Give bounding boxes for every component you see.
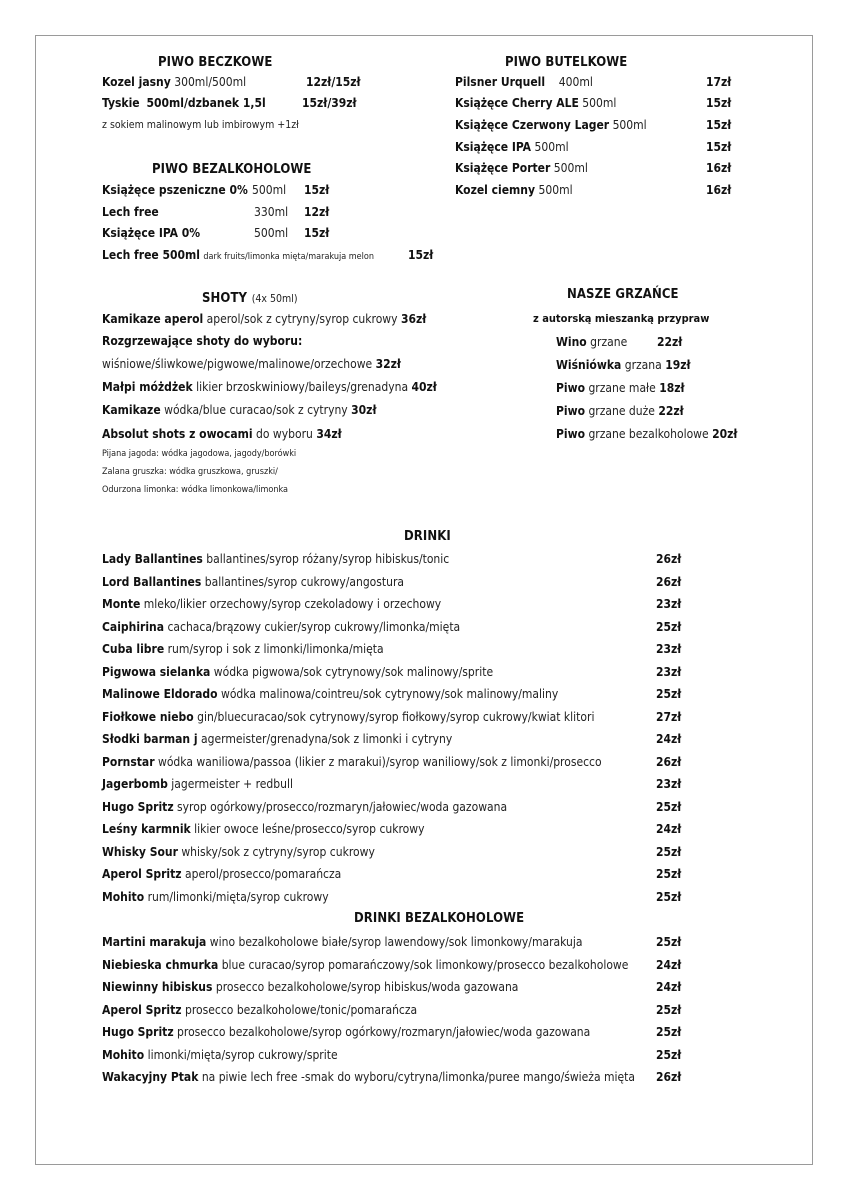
item-price: 27zł xyxy=(656,709,682,724)
item-name: Kozel ciemny xyxy=(455,183,536,197)
item-price: 23zł xyxy=(656,777,682,791)
item-price: 25zł xyxy=(656,844,682,859)
item-price: 17zł xyxy=(706,75,732,89)
item-name: Książęce Czerwony Lager xyxy=(455,118,610,132)
list-item xyxy=(455,160,588,176)
item-desc: rum/syrop i sok z limonki/limonka/mięta xyxy=(167,642,384,656)
item-name: Hugo Spritz xyxy=(102,799,174,814)
list-item xyxy=(556,426,737,442)
item-price: 15zł xyxy=(408,248,434,262)
item-name: Lord Ballantines xyxy=(102,574,202,589)
item-desc: 300ml/500ml xyxy=(174,75,247,89)
shoty-header xyxy=(202,287,298,306)
item-price: 25zł xyxy=(656,867,682,881)
piwo-beczkowe-title: PIWO BECZKOWE xyxy=(158,55,273,70)
list-item xyxy=(102,1069,635,1085)
item-desc: rum/limonki/mięta/syrop cukrowy xyxy=(147,889,329,904)
item-desc: prosecco bezalkoholowe/syrop hibiskus/woda gazowana xyxy=(215,980,519,994)
item-desc: grzane xyxy=(590,335,628,349)
item-price: 34zł xyxy=(316,427,342,441)
item-price: 26zł xyxy=(656,754,682,769)
item-desc: wódka waniliowa/passoa (likier z marakui)/syrop waniliowy/sok z limonki/prosecco xyxy=(157,754,602,769)
list-item xyxy=(102,596,441,612)
item-price: 20zł xyxy=(712,427,738,441)
item-price: 26zł xyxy=(656,574,682,589)
item-desc: grzana xyxy=(624,358,662,372)
item-name: Książęce IPA xyxy=(455,140,532,154)
list-item xyxy=(102,619,460,635)
list-item xyxy=(556,357,691,373)
item-desc: limonki/mięta/syrop cukrowy/sprite xyxy=(147,1047,338,1062)
item-price: 12zł xyxy=(304,205,330,219)
item-desc: na piwie lech free -smak do wyboru/cytryna/limonka/puree mango/świeża mięta xyxy=(201,1070,636,1084)
item-desc: aperol/prosecco/pomarańcza xyxy=(185,867,342,881)
item-desc: 500ml/dzbanek 1,5l xyxy=(146,96,266,110)
item-name: Fiołkowe niebo xyxy=(102,709,194,724)
item-price: 15zł xyxy=(706,118,732,132)
piwo-bezalkoholowe-title: PIWO BEZALKOHOLOWE xyxy=(152,162,312,177)
item-name: Rozgrzewające shoty do wyboru: xyxy=(102,334,303,348)
item-price: 16zł xyxy=(706,183,732,197)
item-price: 22zł xyxy=(657,335,683,349)
item-desc: 500ml xyxy=(553,161,588,175)
item-name: Mohito xyxy=(102,1047,145,1062)
item-desc: cachaca/brązowy cukier/syrop cukrowy/limonka/mięta xyxy=(167,619,461,634)
list-item xyxy=(102,204,159,220)
item-name: Mohito xyxy=(102,889,145,904)
item-name: Książęce Cherry ALE xyxy=(455,96,579,110)
item-price: 23zł xyxy=(656,642,682,656)
list-item xyxy=(102,957,628,973)
item-name: Lady Ballantines xyxy=(102,552,203,566)
item-price: 15zł xyxy=(706,140,732,154)
item-desc: 400ml xyxy=(558,75,593,89)
list-item xyxy=(102,74,246,90)
item-name: Kamikaze aperol xyxy=(102,312,204,326)
list-item xyxy=(556,334,627,350)
list-item xyxy=(102,402,376,418)
item-name: Piwo xyxy=(556,404,585,418)
item-price: 25zł xyxy=(656,935,682,949)
item-name: Niebieska chmurka xyxy=(102,957,219,972)
item-name: Cuba libre xyxy=(102,642,165,656)
list-item xyxy=(102,426,342,442)
item-desc: agermeister/grenadyna/sok z limonki i cytryny xyxy=(201,732,453,746)
item-name: Lech free 500ml xyxy=(102,248,200,262)
item-price: 25zł xyxy=(656,619,682,634)
item-name: Tyskie xyxy=(102,96,140,110)
piwo-butelkowe-title: PIWO BUTELKOWE xyxy=(505,55,628,70)
list-item xyxy=(102,574,404,590)
item-name: Książęce Porter xyxy=(455,161,551,175)
item-price: 25zł xyxy=(656,1025,682,1039)
list-item xyxy=(102,754,602,770)
list-item xyxy=(102,731,452,747)
item-price: 36zł xyxy=(400,312,427,326)
list-item xyxy=(102,934,582,950)
item-price: 19zł xyxy=(665,358,691,372)
item-name: Pilsner Urquell xyxy=(455,75,546,89)
item-name: Malinowe Eldorado xyxy=(102,687,218,701)
item-price: 24zł xyxy=(656,957,682,972)
item-price: 24zł xyxy=(656,980,682,994)
list-item xyxy=(556,380,685,396)
item-desc: jagermeister + redbull xyxy=(171,777,293,791)
list-item xyxy=(102,709,594,725)
shoty-note: Pijana jagoda: wódka jagodowa, jagody/borówki xyxy=(102,449,297,459)
item-desc: 500ml xyxy=(538,183,573,197)
item-price: 15zł/39zł xyxy=(302,96,357,110)
item-name: Leśny karmnik xyxy=(102,822,191,836)
item-desc: dark fruits/limonka mięta/marakuja melon xyxy=(203,252,374,262)
item-name: Książęce pszeniczne 0% xyxy=(102,183,248,197)
list-item xyxy=(102,247,374,263)
item-price: 25zł xyxy=(656,1002,682,1017)
list-item xyxy=(102,1002,417,1018)
shoty-title-note: (4x 50ml) xyxy=(251,293,298,305)
item-price: 26zł xyxy=(656,1070,682,1084)
item-desc: gin/bluecuracao/sok cytrynowy/syrop fiołkowy/syrop cukrowy/kwiat klitori xyxy=(197,709,595,724)
item-desc: whisky/sok z cytryny/syrop cukrowy xyxy=(181,844,375,859)
item-desc: grzane bezalkoholowe xyxy=(588,427,709,441)
item-name: Lech free xyxy=(102,205,159,219)
shoty-note: Zalana gruszka: wódka gruszkowa, gruszki/ xyxy=(102,467,278,477)
item-desc: prosecco bezalkoholowe/syrop ogórkowy/rozmaryn/jałowiec/woda gazowana xyxy=(177,1025,591,1039)
item-price: 12zł/15zł xyxy=(306,75,361,89)
list-item xyxy=(102,333,302,349)
list-item xyxy=(455,95,616,111)
item-desc: likier brzoskwiniowy/baileys/grenadyna xyxy=(196,380,409,394)
item-desc: mleko/likier orzechowy/syrop czekoladowy i orzechowy xyxy=(143,597,442,611)
item-price: 24zł xyxy=(656,822,682,836)
shoty-title: SHOTY xyxy=(202,291,248,306)
list-item xyxy=(102,1024,590,1040)
drinki-title: DRINKI xyxy=(404,529,451,544)
item-desc: 500ml xyxy=(534,140,569,154)
item-price: 26zł xyxy=(656,552,682,566)
list-item xyxy=(102,664,493,680)
item-name: Pigwowa sielanka xyxy=(102,664,211,679)
item-price: 25zł xyxy=(656,1047,682,1062)
item-name: Kozel jasny xyxy=(102,75,171,89)
list-item xyxy=(102,551,449,567)
item-price: 25zł xyxy=(656,889,682,904)
item-price: 15zł xyxy=(304,183,330,197)
list-item xyxy=(455,74,593,90)
item-name: Hugo Spritz xyxy=(102,1025,174,1039)
list-item xyxy=(102,866,341,882)
item-desc: prosecco bezalkoholowe/tonic/pomarańcza xyxy=(185,1002,418,1017)
item-desc: ballantines/syrop cukrowy/angostura xyxy=(204,574,405,589)
list-item xyxy=(102,776,293,792)
list-item xyxy=(455,182,573,198)
list-item xyxy=(102,356,401,372)
grzance-title: NASZE GRZAŃCE xyxy=(567,287,679,302)
list-item xyxy=(102,225,200,241)
item-price: 15zł xyxy=(706,96,732,110)
item-desc: wódka/blue curacao/sok z cytryny xyxy=(164,403,348,417)
item-name: Wino xyxy=(556,335,587,349)
item-name: Książęce IPA 0% xyxy=(102,226,201,240)
list-item xyxy=(455,139,569,155)
item-desc: 500ml xyxy=(582,96,617,110)
item-name: Piwo xyxy=(556,427,585,441)
list-item xyxy=(102,979,518,995)
list-item xyxy=(102,641,384,657)
item-name: Pornstar xyxy=(102,754,155,769)
item-name: Monte xyxy=(102,597,141,611)
list-item xyxy=(102,844,375,860)
item-desc: 330ml xyxy=(254,205,289,219)
item-desc: wiśniowe/śliwkowe/pigwowe/malinowe/orzechowe xyxy=(102,357,373,371)
item-name: Wakacyjny Ptak xyxy=(102,1070,199,1084)
item-price: 30zł xyxy=(351,403,377,417)
shoty-note: Odurzona limonka: wódka limonkowa/limonka xyxy=(102,485,288,495)
list-item xyxy=(102,311,426,327)
item-name: Caiphirina xyxy=(102,619,165,634)
item-name: Niewinny hibiskus xyxy=(102,980,213,994)
item-desc: wódka pigwowa/sok cytrynowy/sok malinowy/sprite xyxy=(213,664,494,679)
item-price: 40zł xyxy=(411,380,437,394)
item-name: Wiśniówka xyxy=(556,358,622,372)
item-price: 25zł xyxy=(656,799,682,814)
list-item xyxy=(102,1047,338,1063)
list-item xyxy=(102,95,266,111)
item-name: Aperol Spritz xyxy=(102,1002,182,1017)
item-desc: 500ml xyxy=(254,226,289,240)
list-item xyxy=(102,821,424,837)
item-price: 15zł xyxy=(304,226,330,240)
item-price: 25zł xyxy=(656,687,682,701)
item-name: Whisky Sour xyxy=(102,844,178,859)
item-desc: likier owoce leśne/prosecco/syrop cukrowy xyxy=(194,822,425,836)
item-desc: grzane małe xyxy=(588,381,656,395)
item-desc: ballantines/syrop różany/syrop hibiskus/tonic xyxy=(206,552,450,566)
grzance-subtitle: z autorską mieszanką przypraw xyxy=(533,312,710,325)
list-item xyxy=(556,403,684,419)
item-name: Słodki barman j xyxy=(102,732,198,746)
item-desc: aperol/sok z cytryny/syrop cukrowy xyxy=(206,312,398,326)
item-price: 22zł xyxy=(658,404,684,418)
item-desc: syrop ogórkowy/prosecco/rozmaryn/jałowiec/woda gazowana xyxy=(177,799,508,814)
list-item xyxy=(102,379,437,395)
item-name: Absolut shots z owocami xyxy=(102,427,253,441)
item-price: 24zł xyxy=(656,732,682,746)
item-name: Kamikaze xyxy=(102,403,161,417)
item-desc: wino bezalkoholowe białe/syrop lawendowy/sok limonkowy/marakuja xyxy=(209,935,583,949)
item-desc: 500ml xyxy=(252,183,287,197)
item-desc: grzane duże xyxy=(588,404,655,418)
list-item xyxy=(455,117,647,133)
item-desc: blue curacao/syrop pomarańczowy/sok limonkowy/prosecco bezalkoholowe xyxy=(221,957,629,972)
note: z sokiem malinowym lub imbirowym +1zł xyxy=(102,119,299,131)
list-item xyxy=(102,686,558,702)
list-item xyxy=(102,182,248,198)
item-name: Małpi móżdżek xyxy=(102,380,193,394)
item-price: 23zł xyxy=(656,597,682,611)
list-item xyxy=(102,889,329,905)
item-price: 23zł xyxy=(656,664,682,679)
item-name: Piwo xyxy=(556,381,585,395)
list-item xyxy=(102,799,507,815)
item-desc: wódka malinowa/cointreu/sok cytrynowy/sok malinowy/maliny xyxy=(221,687,559,701)
item-name: Jagerbomb xyxy=(102,777,168,791)
item-name: Martini marakuja xyxy=(102,935,207,949)
item-name: Aperol Spritz xyxy=(102,867,182,881)
item-price: 16zł xyxy=(706,161,732,175)
drinki-bezalkoholowe-title: DRINKI BEZALKOHOLOWE xyxy=(354,911,525,926)
item-price: 32zł xyxy=(375,357,401,371)
item-price: 18zł xyxy=(659,381,685,395)
item-desc: do wyboru xyxy=(256,427,313,441)
item-desc: 500ml xyxy=(612,118,647,132)
